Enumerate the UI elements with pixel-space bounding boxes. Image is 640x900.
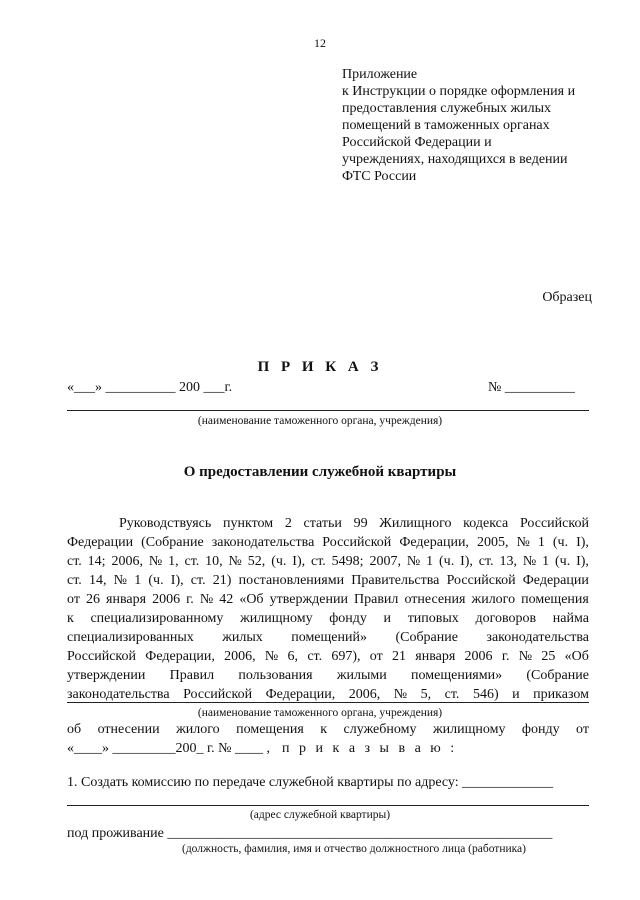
body-word: 1, xyxy=(168,554,179,569)
order-clause-word: от xyxy=(576,722,589,737)
appendix-line: предоставления служебных жилых xyxy=(342,101,552,116)
body-word: 13, xyxy=(499,554,517,569)
body-word: 21) xyxy=(212,573,232,588)
order-clause-word: отнесении xyxy=(97,722,160,737)
body-word: жилых xyxy=(222,630,263,645)
appendix-line: к Инструкции о порядке оформления и xyxy=(342,84,576,99)
body-word: пунктом xyxy=(222,516,274,531)
body-word: января xyxy=(415,649,456,664)
body-word: Федерации, xyxy=(265,687,336,702)
order-number-line: № __________ xyxy=(488,380,575,395)
body-word: ст. xyxy=(311,554,326,569)
appendix-line: Приложение xyxy=(342,67,418,82)
body-word: (Собрание xyxy=(395,630,458,645)
body-word: 2006 xyxy=(464,649,493,664)
order-clause xyxy=(67,720,589,758)
order-clause-word: служебному xyxy=(343,722,417,737)
body-word: I), xyxy=(292,554,306,569)
body-line xyxy=(67,609,589,628)
address-rule xyxy=(67,805,589,806)
body-word: жилыми xyxy=(336,668,387,683)
body-word: января xyxy=(106,592,147,607)
order-body xyxy=(67,514,589,704)
body-line xyxy=(67,571,589,590)
body-line xyxy=(67,666,589,685)
body-word: № xyxy=(113,573,128,588)
body-word: кодекса xyxy=(463,516,509,531)
appendix-line: помещений в таможенных органах xyxy=(342,118,550,133)
body-word: Федерации, xyxy=(145,649,215,664)
body-word: I), xyxy=(576,535,589,550)
body-line xyxy=(67,552,589,571)
order-title: П Р И К А З xyxy=(257,359,383,375)
body-word: 52, xyxy=(247,554,266,569)
body-word: «Об xyxy=(239,592,264,607)
order-clause-line xyxy=(67,720,589,739)
body-word: № xyxy=(228,554,242,569)
address-caption: (адрес служебной квартиры) xyxy=(249,809,391,821)
authority-rule-2 xyxy=(67,702,589,703)
order-clause-date: «____» _________200_ г. № ____ , xyxy=(67,741,271,756)
body-word: 2006, xyxy=(348,687,381,702)
body-word: № xyxy=(518,649,533,664)
body-word: приказом xyxy=(533,687,589,702)
body-word: I), xyxy=(460,554,473,569)
body-word: ст. xyxy=(190,573,206,588)
body-word: 2006 xyxy=(152,592,181,607)
body-word: ст. xyxy=(67,573,82,588)
body-word: 697), xyxy=(331,649,361,664)
body-word: законодательства xyxy=(211,535,315,550)
body-word: ст. xyxy=(478,554,494,569)
body-word: (ч. xyxy=(555,554,571,569)
body-word: помещениями» xyxy=(411,668,503,683)
body-word: ст. xyxy=(444,687,460,702)
body-word: № xyxy=(264,649,279,664)
body-word: законодательства xyxy=(486,630,589,645)
body-word: г. xyxy=(501,649,510,664)
item-1: 1. Создать комиссию по передаче служебной квартиры по адресу: _____________ xyxy=(67,775,554,790)
body-word: найма xyxy=(552,611,589,626)
order-clause-word: фонду xyxy=(521,722,560,737)
body-word: типовых xyxy=(407,611,459,626)
body-word: постановлениями xyxy=(238,573,345,588)
body-word: Российской xyxy=(446,573,516,588)
body-line xyxy=(67,590,589,609)
body-word: ст. xyxy=(307,649,323,664)
body-word: помещения xyxy=(521,592,589,607)
body-word: 5498; xyxy=(331,554,364,569)
page-number: 12 xyxy=(314,36,326,50)
body-word: от xyxy=(369,649,383,664)
body-word: (Собрание xyxy=(526,668,589,683)
body-word: и xyxy=(512,687,520,702)
body-word: (ч. xyxy=(438,554,455,569)
authority-rule xyxy=(67,410,589,411)
body-word: законодательства xyxy=(67,687,170,702)
body-word: утверждении xyxy=(67,668,146,683)
appendix-block xyxy=(342,66,602,185)
body-word: Федерации xyxy=(67,535,134,550)
body-word: 546) xyxy=(472,687,499,702)
body-word: 5, xyxy=(420,687,432,702)
body-word: Федерации, xyxy=(399,535,469,550)
body-word: Российской xyxy=(322,535,392,550)
body-word: специализированных xyxy=(67,630,194,645)
body-word: (ч. xyxy=(148,573,164,588)
body-word: к xyxy=(67,611,74,626)
body-word: Жилищного xyxy=(379,516,452,531)
sample-label: Образец xyxy=(542,290,592,305)
body-word: Правил xyxy=(169,668,215,683)
body-word: утверждении xyxy=(269,592,348,607)
order-clause-word: помещения xyxy=(236,722,304,737)
order-clause-word: жилого xyxy=(176,722,220,737)
order-clause-word: жилищному xyxy=(432,722,506,737)
body-word: 6, xyxy=(287,649,299,664)
body-word: 10, xyxy=(205,554,223,569)
body-word: № xyxy=(406,554,421,569)
body-word: (Собрание xyxy=(141,535,204,550)
authority-caption: (наименование таможенного органа, учреждения) xyxy=(197,415,443,427)
body-line xyxy=(67,628,589,647)
order-subject: О предоставлении служебной квартиры xyxy=(183,464,457,480)
body-word: Федерации xyxy=(522,573,589,588)
authority-caption-2: (наименование таможенного органа, учреждения) xyxy=(197,707,443,719)
body-word: № xyxy=(199,592,214,607)
order-clause-line xyxy=(67,739,589,758)
body-word: 14, xyxy=(88,573,107,588)
body-word: 1 xyxy=(542,554,550,569)
body-word: I), xyxy=(170,573,184,588)
body-word: № xyxy=(148,554,163,569)
body-word: № xyxy=(393,687,408,702)
order-clause-word: к xyxy=(320,722,328,737)
residence-line: под проживание _______________________________________________________ xyxy=(67,826,553,841)
body-word: от xyxy=(67,592,80,607)
body-word: и xyxy=(383,611,392,626)
body-word: № xyxy=(522,554,537,569)
body-word: договоров xyxy=(475,611,537,626)
body-word: 99 xyxy=(353,516,368,531)
body-word: 1 xyxy=(537,535,545,550)
body-word: 14; xyxy=(87,554,106,569)
body-word: отнесения xyxy=(404,592,466,607)
body-word: г. xyxy=(186,592,194,607)
order-date-line: «___» __________ 200 ___г. xyxy=(67,380,233,395)
body-word: ст. xyxy=(184,554,200,569)
body-word: «Об xyxy=(564,649,589,664)
body-word: пользования xyxy=(238,668,313,683)
body-word: I), xyxy=(576,554,589,569)
body-word: специализированному xyxy=(90,611,224,626)
body-word: № xyxy=(516,535,530,550)
appendix-line: Российской Федерации и xyxy=(342,135,492,150)
body-word: 2 xyxy=(284,516,292,531)
body-word: 21 xyxy=(392,649,406,664)
body-word: (ч. xyxy=(271,554,287,569)
body-word: 1 xyxy=(426,554,434,569)
body-word: жилого xyxy=(471,592,516,607)
body-word: 42 xyxy=(219,592,234,607)
body-word: 2006, xyxy=(224,649,256,664)
body-word: Правил xyxy=(354,592,399,607)
appendix-line: ФТС России xyxy=(342,169,417,184)
body-word: 1 xyxy=(134,573,142,588)
body-word: Правительства xyxy=(351,573,440,588)
body-word: Российской xyxy=(67,649,136,664)
body-word: 2007, xyxy=(369,554,401,569)
body-line xyxy=(67,533,589,552)
body-word: Российской xyxy=(519,516,589,531)
body-word: Российской xyxy=(183,687,253,702)
body-word: 25 xyxy=(541,649,556,664)
official-caption: (должность, фамилия, имя и отчество должностного лица (работника) xyxy=(182,843,526,855)
body-word: статьи xyxy=(303,516,342,531)
body-word: фонду xyxy=(329,611,367,626)
order-verb: п р и к а з ы в а ю : xyxy=(282,741,458,756)
appendix-line: учреждениях, находящихся в ведении xyxy=(342,152,568,167)
body-line xyxy=(67,647,589,666)
body-word: ст. xyxy=(67,554,82,569)
body-word: 2005, xyxy=(476,535,509,550)
body-word: 26 xyxy=(85,592,100,607)
body-word: жилищному xyxy=(240,611,313,626)
order-clause-word: об xyxy=(67,722,82,737)
body-line xyxy=(67,514,589,533)
body-word: (ч. xyxy=(552,535,569,550)
body-word: помещений» xyxy=(291,630,367,645)
body-word: 2006, xyxy=(111,554,143,569)
body-word: Руководствуясь xyxy=(119,516,212,531)
